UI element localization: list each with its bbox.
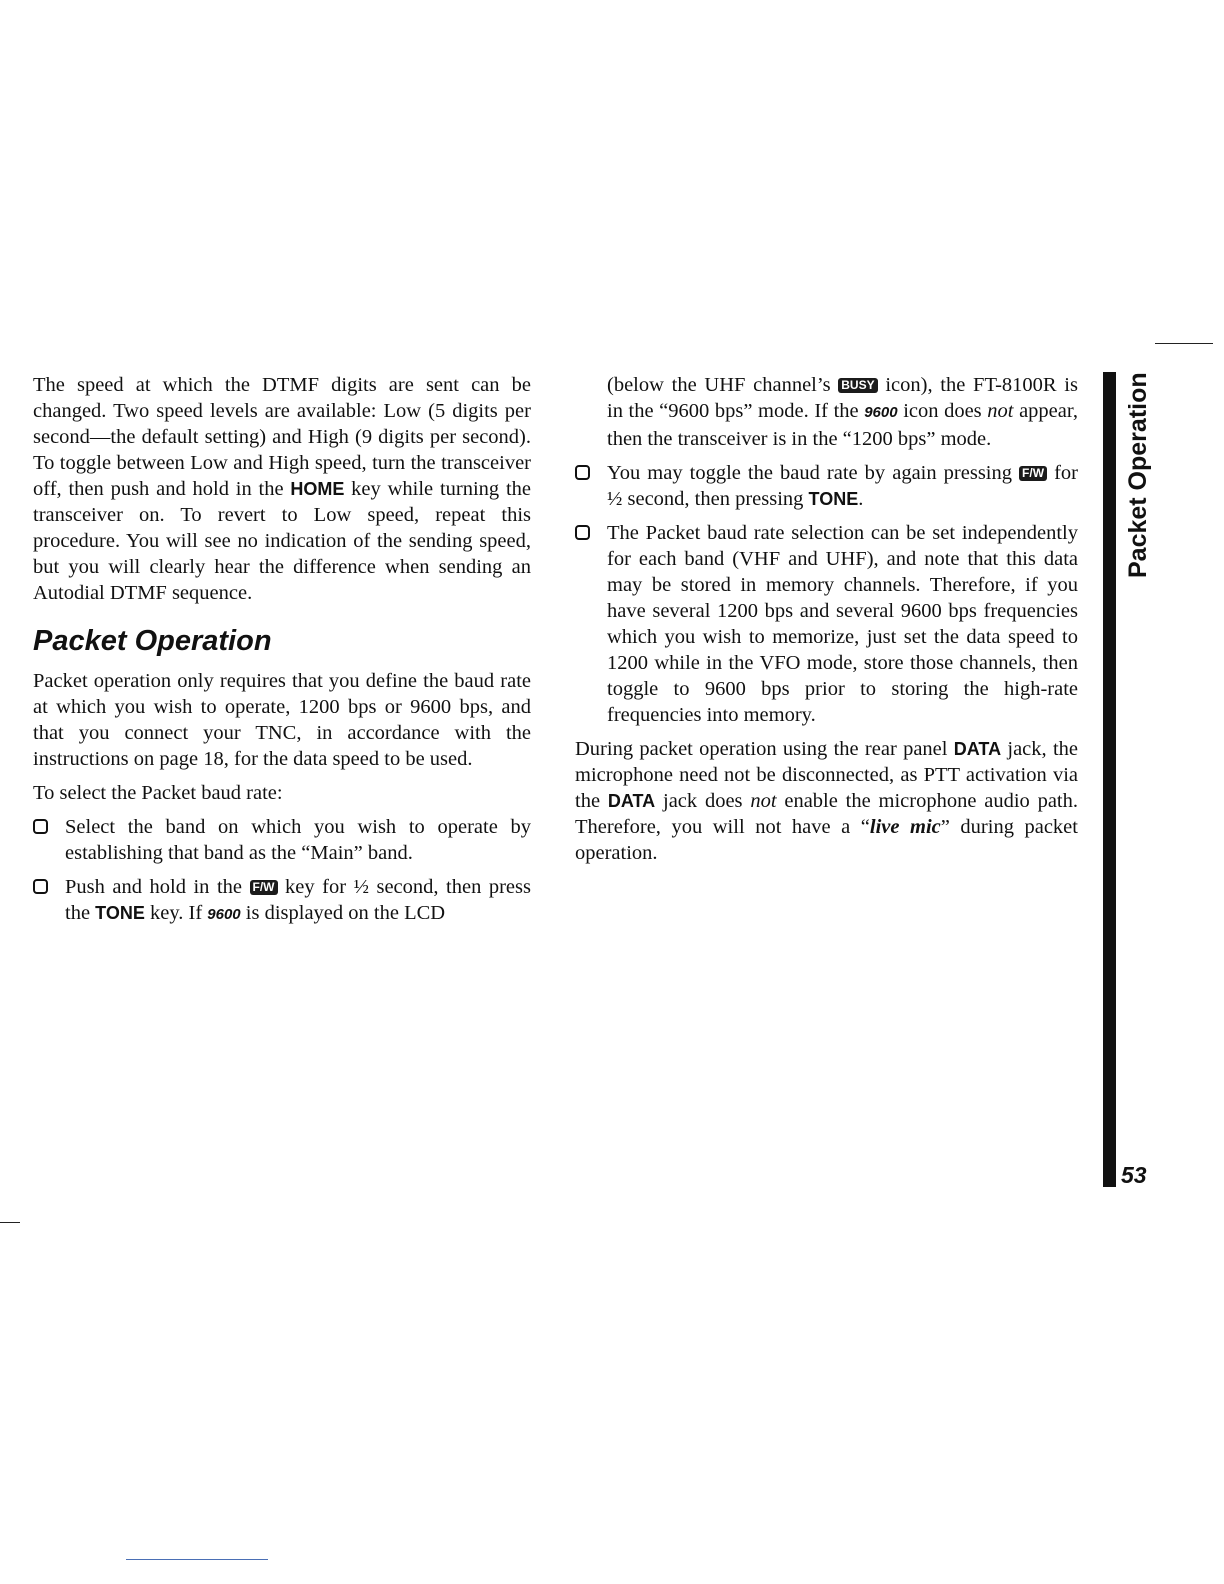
- step-4: [575, 520, 1078, 728]
- cont-text-c: icon does: [897, 400, 988, 422]
- final-paragraph: [575, 736, 1078, 866]
- not-emphasis: not: [987, 400, 1014, 422]
- margin-rule-left: [0, 1222, 20, 1223]
- step-2-text-b: key for ½ second, then press the: [65, 876, 531, 924]
- 9600-lcd-icon: 9600: [207, 906, 241, 923]
- section-heading: Packet Operation: [33, 625, 272, 657]
- 9600-lcd-icon: 9600: [864, 404, 898, 421]
- side-tab-bar: [1103, 372, 1116, 1187]
- final-text-d: enable the microphone audio path. Therefore, you will not have a “: [575, 790, 1078, 838]
- step-1-text: Select the band on which you wish to operate by establishing that band as the “Main” band.: [65, 816, 531, 864]
- checkbox-icon: [33, 879, 48, 894]
- data-jack-label: DATA: [953, 739, 1002, 759]
- tone-key-label: TONE: [95, 903, 145, 923]
- home-key-label: HOME: [290, 479, 345, 499]
- side-tab-title: Packet Operation: [1124, 372, 1152, 578]
- step-2-continuation: [575, 372, 1078, 452]
- intro-text: The speed at which the DTMF digits are sent can be changed. Two speed levels are available: Low (5 digits per second—the default setting) and High (9 digits per second). To toggle between Low and High speed, turn the transceiver off, then push and hold in the: [33, 374, 531, 500]
- live-mic-emphasis: live mic: [869, 816, 941, 838]
- step-3-text-a: You may toggle the baud rate by again pressing: [607, 462, 1020, 484]
- step-2: [33, 874, 531, 928]
- right-column: [575, 372, 1078, 874]
- checkbox-icon: [33, 819, 48, 834]
- not-emphasis: not: [750, 790, 777, 812]
- margin-rule-top: [1155, 343, 1213, 344]
- select-intro: To select the Packet baud rate:: [33, 782, 283, 804]
- step-3-text-b: for ½ second, then pressing: [607, 462, 1078, 510]
- final-text-b: jack, the microphone need not be disconnected, as PTT activation via the: [575, 738, 1078, 812]
- final-text-c: jack does: [655, 790, 751, 812]
- page-number: 53: [1121, 1162, 1147, 1188]
- step-4-text: The Packet baud rate selection can be set independently for each band (VHF and UHF), and note that this data may be stored in memory channels. Therefore, if you have several 1200 bps and several 9600 bps frequencies which you wish to memorize, just set the data speed to 1200 while in the VFO mode, store those channels, then toggle to 9600 bps prior to storing the high-rate frequencies into memory.: [607, 522, 1078, 726]
- data-jack-label: DATA: [607, 791, 656, 811]
- cont-text-b: icon), the FT-8100R is in the “9600 bps” mode. If the: [607, 374, 1078, 422]
- intro-text-end: key while turning the transceiver on. To revert to Low speed, repeat this procedure. You will see no indication of the sending speed, but you will clearly hear the difference when sending an Autodial DTMF sequence.: [33, 478, 532, 604]
- busy-icon: BUSY: [838, 378, 877, 393]
- checkbox-icon: [575, 465, 590, 480]
- step-3: [575, 460, 1078, 512]
- cont-text-d: appear, then the transceiver is in the “1200 bps” mode.: [607, 400, 1078, 450]
- step-2-text-d: is displayed on the LCD: [240, 902, 446, 924]
- final-text-e: ” during packet operation.: [575, 816, 1078, 864]
- final-text-a: During packet operation using the rear panel: [575, 738, 954, 760]
- step-3-text-c: .: [858, 488, 864, 510]
- packet-paragraph: Packet operation only requires that you define the baud rate at which you wish to operate, 1200 bps or 9600 bps, and that you connect your TNC, in accordance with the instructions on page 18, for the data speed to be used.: [33, 670, 531, 770]
- step-2-text-c: key. If: [144, 902, 208, 924]
- fw-key-icon: F/W: [250, 880, 278, 895]
- fw-key-icon: F/W: [1019, 466, 1047, 481]
- cont-text-a: (below the UHF channel’s: [607, 374, 839, 396]
- checkbox-icon: [575, 525, 590, 540]
- step-1: [33, 814, 531, 866]
- margin-rule-bottom: [126, 1559, 268, 1560]
- step-2-text-a: Push and hold in the: [65, 876, 250, 898]
- tone-key-label: TONE: [808, 489, 859, 509]
- left-column: [33, 372, 531, 936]
- intro-paragraph: [33, 372, 531, 606]
